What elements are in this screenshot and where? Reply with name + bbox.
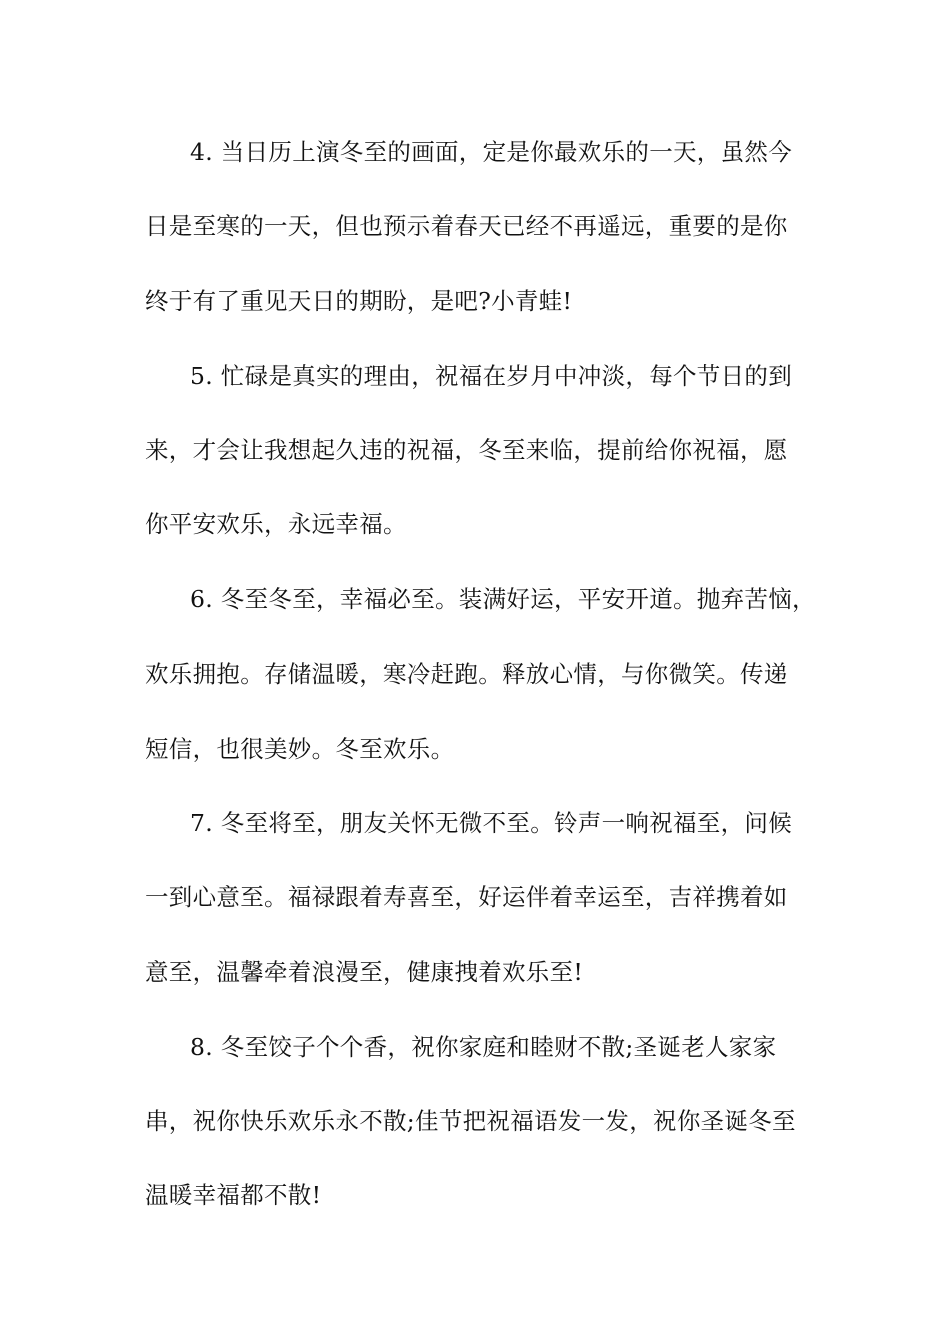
paragraph-8-line-1: 8. 冬至饺子个个香，祝你家庭和睦财不散;圣诞老人家家 [190, 1033, 777, 1061]
paragraph-8-line-3: 温暖幸福都不散! [145, 1181, 322, 1209]
paragraph-7-line-3: 意至，温馨牵着浪漫至，健康拽着欢乐至! [145, 958, 584, 986]
paragraph-7-line-2: 一到心意至。福禄跟着寿喜至，好运伴着幸运至，吉祥携着如 [145, 883, 788, 911]
paragraph-8-line-2: 串，祝你快乐欢乐永不散;佳节把祝福语发一发，祝你圣诞冬至 [145, 1107, 796, 1135]
paragraph-5-line-1: 5. 忙碌是真实的理由，祝福在岁月中冲淡，每个节日的到 [190, 362, 792, 390]
paragraph-6-line-2: 欢乐拥抱。存储温暖，寒冷赶跑。释放心情，与你微笑。传递 [145, 660, 788, 688]
paragraph-4-line-2: 日是至寒的一天，但也预示着春天已经不再遥远，重要的是你 [145, 212, 788, 240]
paragraph-5-line-2: 来，才会让我想起久违的祝福，冬至来临，提前给你祝福，愿 [145, 436, 788, 464]
paragraph-5-line-3: 你平安欢乐，永远幸福。 [145, 510, 407, 538]
paragraph-4-line-3: 终于有了重见天日的期盼，是吧?小青蛙! [145, 287, 573, 315]
paragraph-6-line-3: 短信，也很美妙。冬至欢乐。 [145, 735, 455, 763]
paragraph-6-line-1: 6. 冬至冬至，幸福必至。装满好运，平安开道。抛弃苦恼， [190, 585, 816, 613]
paragraph-7-line-1: 7. 冬至将至，朋友关怀无微不至。铃声一响祝福至，问候 [190, 809, 792, 837]
paragraph-4-line-1: 4. 当日历上演冬至的画面，定是你最欢乐的一天，虽然今 [190, 138, 792, 166]
